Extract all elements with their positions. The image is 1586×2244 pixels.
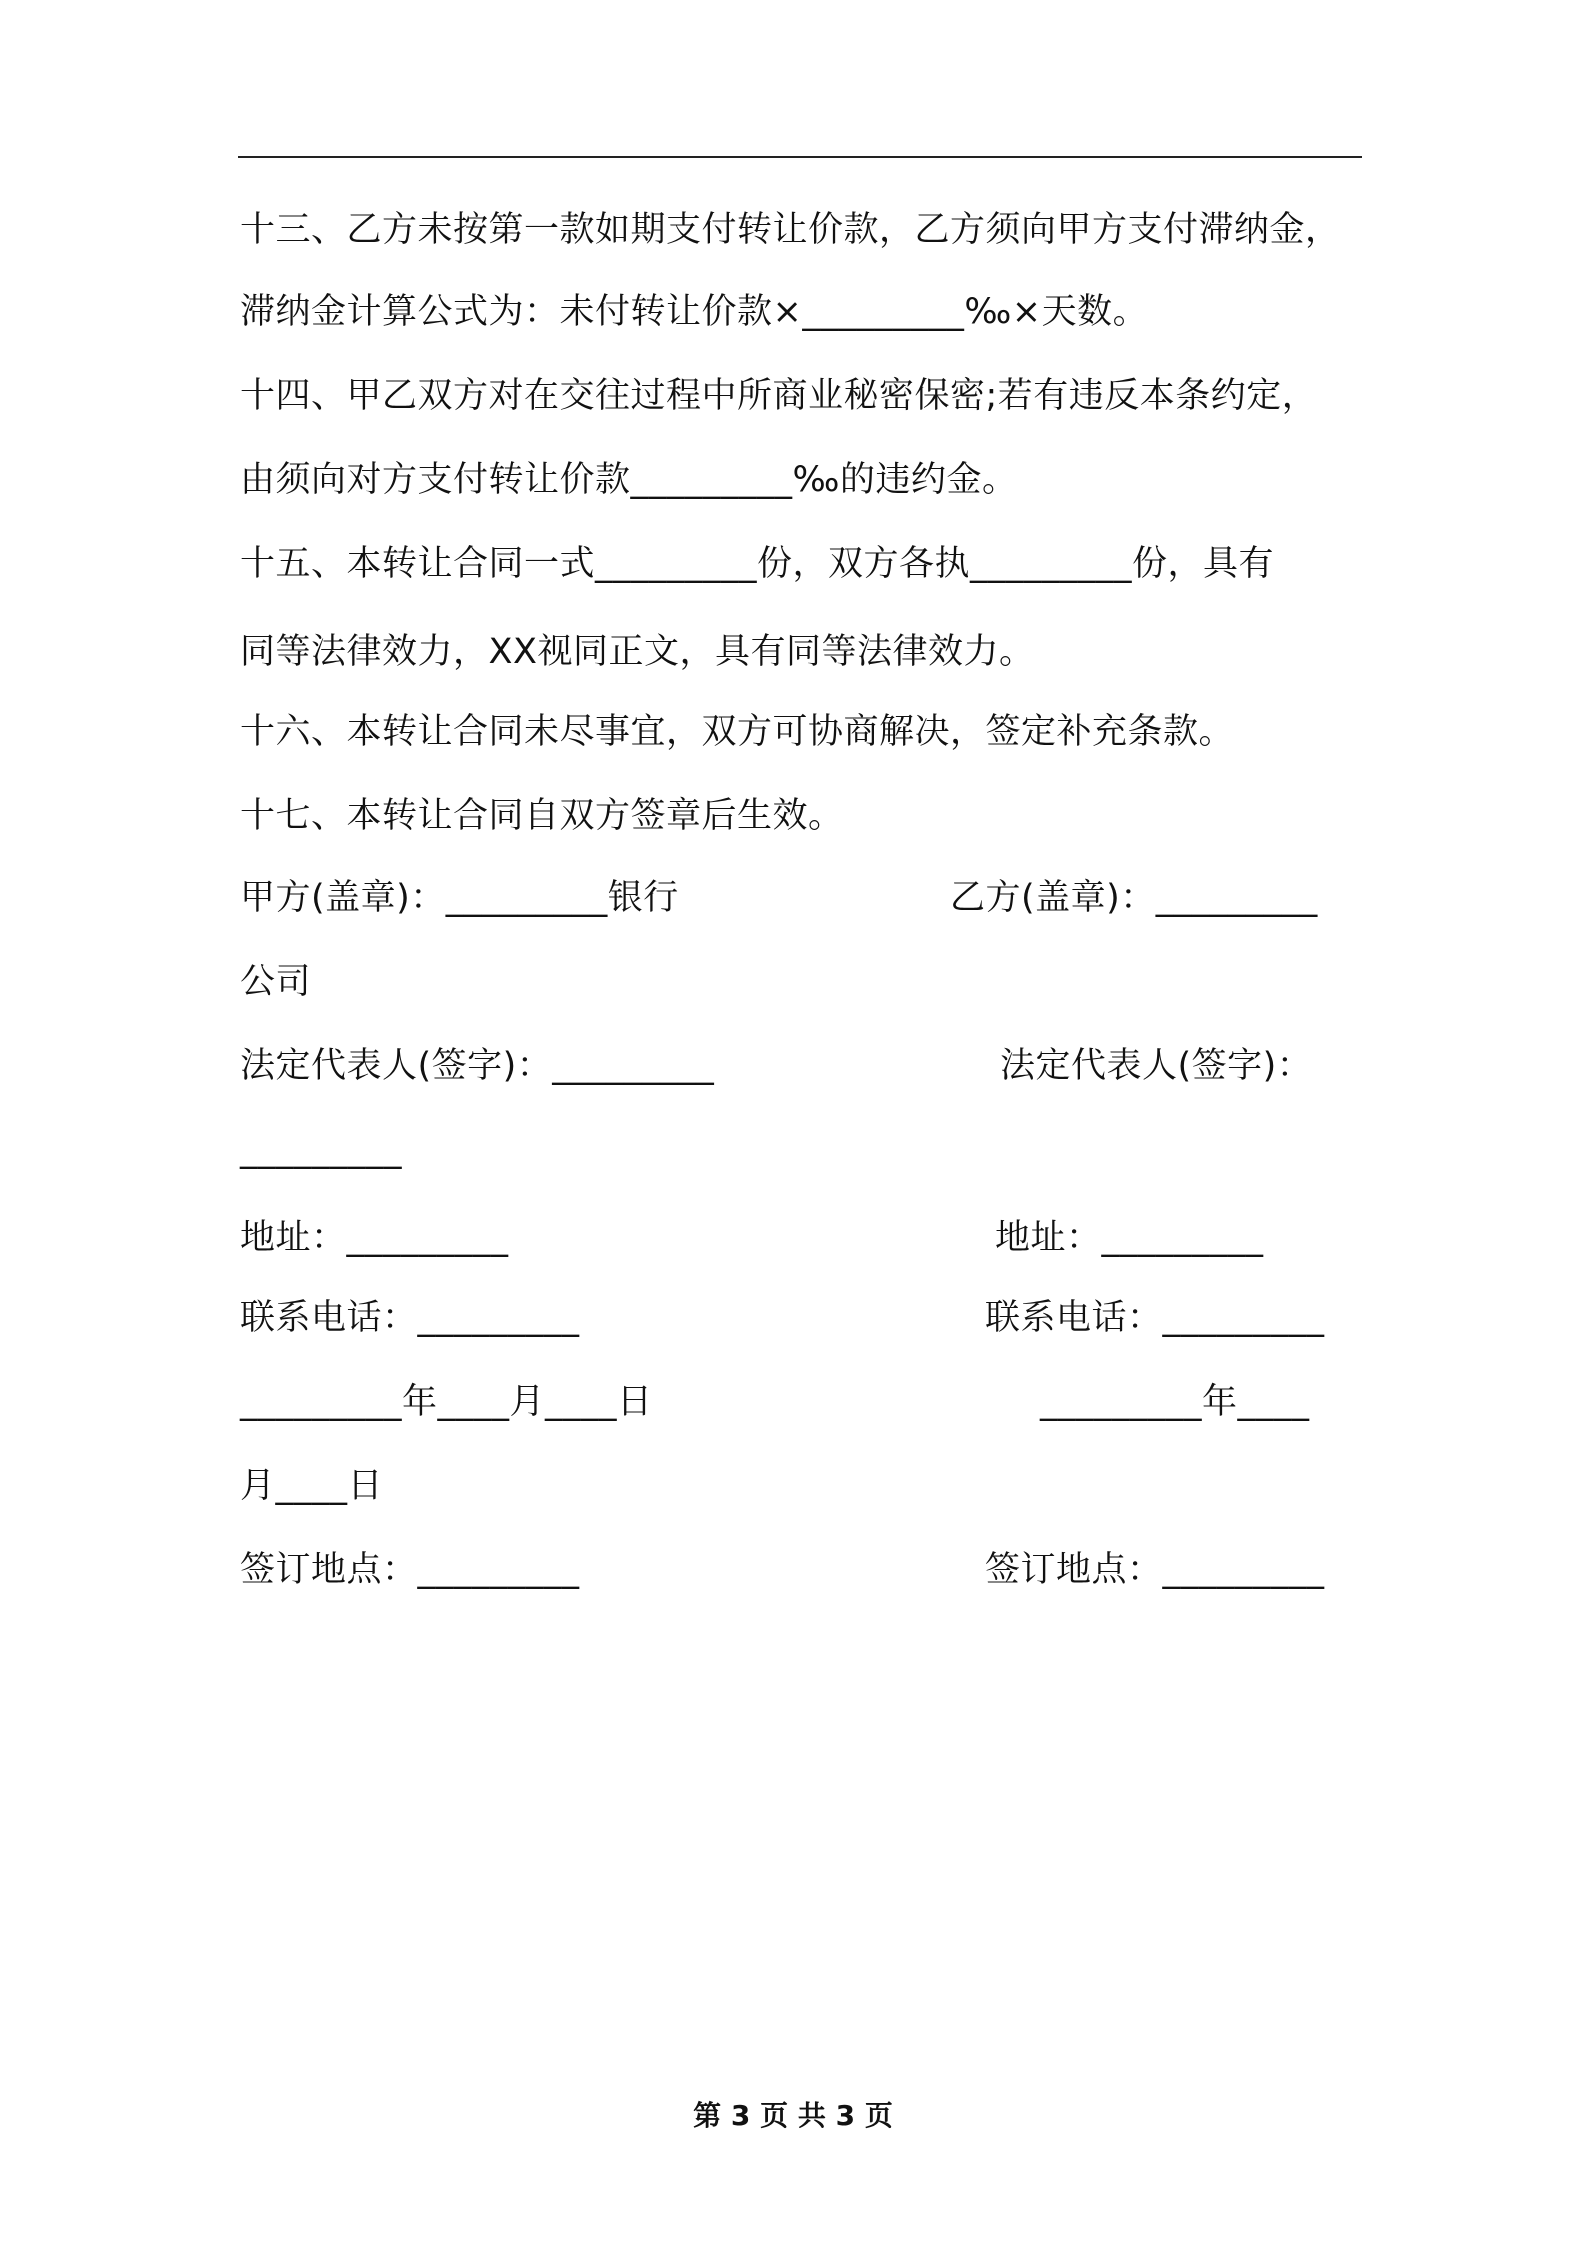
header-rule [238, 156, 1362, 158]
party-b-date: _________年____ [1040, 1382, 1310, 1422]
clause-16-line: 十六、本转让合同未尽事宜，双方可协商解决，签定补充条款。 [240, 712, 1235, 752]
party-a-date: _________年____月____日 [240, 1382, 653, 1422]
party-a-seal: 甲方(盖章)：_________银行 [240, 878, 679, 918]
party-a-place: 签订地点：_________ [240, 1550, 580, 1590]
clause-13-line-1: 十三、乙方未按第一款如期支付转让价款，乙方须向甲方支付滞纳金， [240, 210, 1341, 250]
party-b-representative: 法定代表人(签字)： [1000, 1046, 1313, 1086]
party-b-place: 签订地点：_________ [985, 1550, 1325, 1590]
party-b-representative-continued: _________ [240, 1130, 402, 1170]
party-a-phone: 联系电话：_________ [240, 1298, 580, 1338]
party-b-phone: 联系电话：_________ [985, 1298, 1325, 1338]
clause-14-line-2: 由须向对方支付转让价款_________‰的违约金。 [240, 460, 1018, 500]
clause-14-line-1: 十四、甲乙双方对在交往过程中所商业秘密保密;若有违反本条约定， [240, 376, 1318, 416]
party-b-address: 地址：_________ [995, 1218, 1264, 1258]
party-b-seal-continued: 公司 [240, 962, 312, 1002]
page-number: 第 3 页 共 3 页 [693, 2099, 893, 2132]
party-a-representative: 法定代表人(签字)：_________ [240, 1046, 715, 1086]
clause-15-line-1: 十五、本转让合同一式_________份，双方各执_________份，具有 [240, 544, 1275, 584]
party-a-address: 地址：_________ [240, 1218, 509, 1258]
clause-17-line: 十七、本转让合同自双方签章后生效。 [240, 796, 844, 836]
clause-15-line-2: 同等法律效力，XX视同正文，具有同等法律效力。 [240, 632, 1035, 672]
party-b-seal: 乙方(盖章)：_________ [950, 878, 1318, 918]
party-b-date-continued: 月____日 [240, 1466, 384, 1506]
clause-13-line-2: 滞纳金计算公式为：未付转让价款×_________‰×天数。 [240, 292, 1149, 332]
